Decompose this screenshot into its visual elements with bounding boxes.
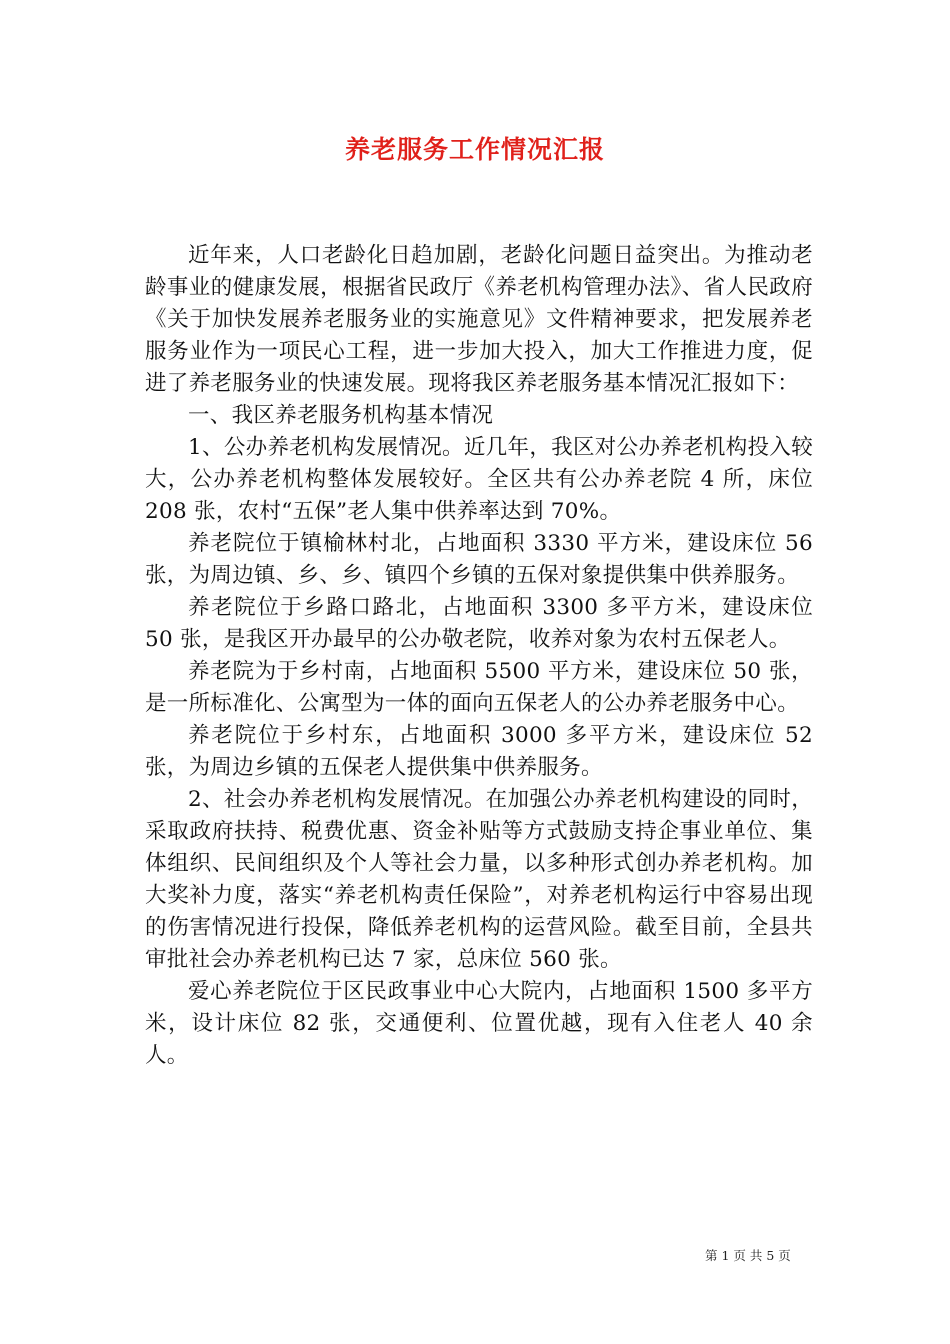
paragraph-aixin-nursing-home: 爱心养老院位于区民政事业中心大院内，占地面积 1500 多平方米，设计床位 82 张，交通便利、位置优越，现有入住老人 40 余人。 xyxy=(145,979,813,1068)
paragraph-nursing-home-4: 养老院位于乡村东，占地面积 3000 多平方米，建设床位 52 张，为周边乡镇的五保老人提供集中供养服务。 xyxy=(145,723,813,780)
paragraph-nursing-home-1: 养老院位于镇榆林村北，占地面积 3330 平方米，建设床位 56 张，为周边镇、乡、乡、镇四个乡镇的五保对象提供集中供养服务。 xyxy=(145,531,813,588)
page-number: 第 1 页 共 5 页 xyxy=(705,1248,791,1263)
paragraph-social-institutions: 2、社会办养老机构发展情况。在加强公办养老机构建设的同时，采取政府扶持、税费优惠、资金补贴等方式鼓励支持企事业单位、集体组织、民间组织及个人等社会力量，以多种形式创办养老机构。加大奖补力度，落实“养老机构责任保险”，对养老机构运行中容易出现的伤害情况进行投保，降低养老机构的运营风险。截至目前，全县共审批社会办养老机构已达 7 家，总床位 560 张。 xyxy=(145,787,813,972)
paragraph-nursing-home-3: 养老院为于乡村南，占地面积 5500 平方米，建设床位 50 张，是一所标准化、公寓型为一体的面向五保老人的公办养老服务中心。 xyxy=(145,659,813,716)
paragraph-nursing-home-2: 养老院位于乡路口路北，占地面积 3300 多平方米，建设床位 50 张，是我区开办最早的公办敬老院，收养对象为农村五保老人。 xyxy=(145,595,813,652)
document-title: 养老服务工作情况汇报 xyxy=(344,135,605,164)
section-heading: 一、我区养老服务机构基本情况 xyxy=(188,403,494,428)
paragraph-intro: 近年来，人口老龄化日趋加剧，老龄化问题日益突出。为推动老龄事业的健康发展，根据省民政厅《养老机构管理办法》、省人民政府《关于加快发展养老服务业的实施意见》文件精神要求，把发展养老服务业作为一项民心工程，进一步加大投入，加大工作推进力度，促进了养老服务业的快速发展。现将我区养老服务基本情况汇报如下： xyxy=(145,243,813,396)
paragraph-public-institutions: 1、公办养老机构发展情况。近几年，我区对公办养老机构投入较大，公办养老机构整体发展较好。全区共有公办养老院 4 所，床位 208 张，农村“五保”老人集中供养率达到 70%。 xyxy=(145,435,813,524)
document-body xyxy=(145,240,813,1072)
